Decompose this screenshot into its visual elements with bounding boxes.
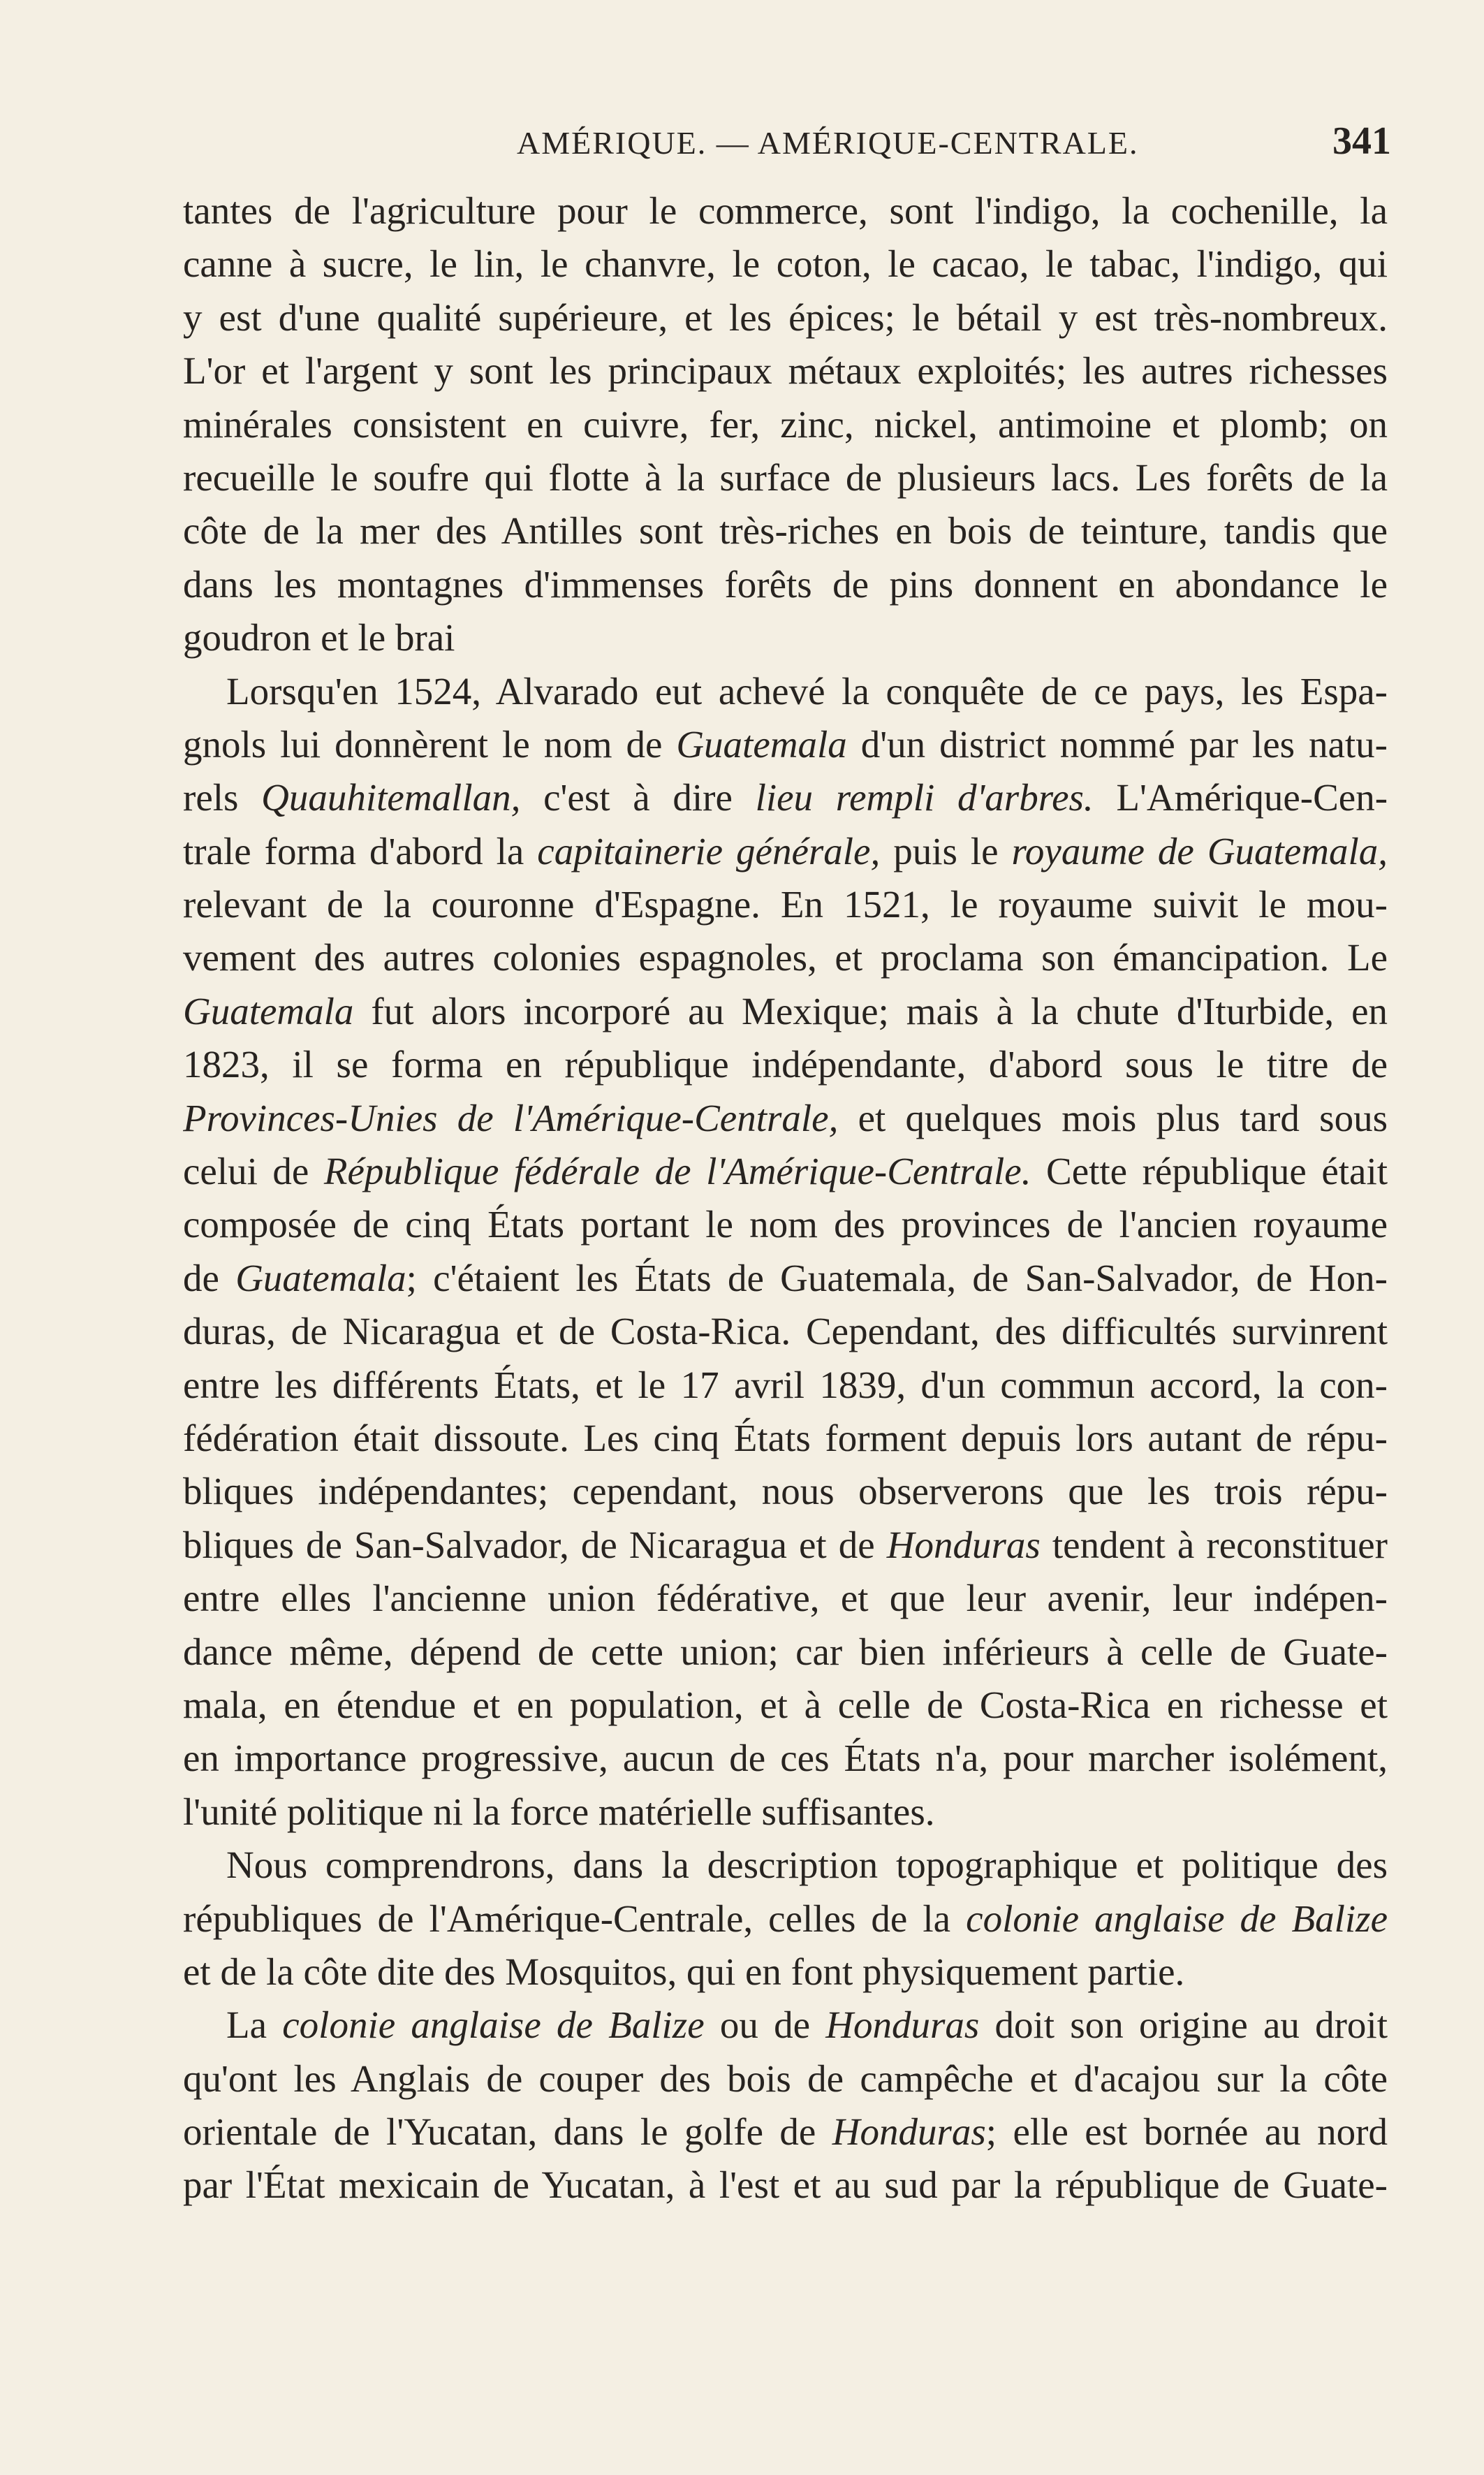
text-line: goudron et le brai [183, 616, 455, 659]
italic-phrase: Honduras [832, 2110, 986, 2154]
italic-phrase: République fédérale de l'Amérique-Centrale. [323, 1150, 1031, 1193]
text-line: tantes de l'agriculture pour le commerce, sont l'indigo, la cochenille, la [183, 189, 1388, 232]
text-line: républiques de l'Amérique-Centrale, celles de la colonie anglaise de Balize [183, 1897, 1388, 1940]
text-line: vement des autres colonies espagnoles, et proclama son émancipation. Le [183, 936, 1388, 979]
text-line: orientale de l'Yucatan, dans le golfe de Honduras; elle est bornée au nord [183, 2110, 1388, 2154]
text-line: rels Quauhitemallan, c'est à dire lieu rempli d'arbres. L'Amérique-Cen- [183, 776, 1388, 819]
italic-phrase: Guatemala [676, 722, 847, 766]
text-line: dans les montagnes d'immenses forêts de pins donnent en abondance le [183, 562, 1388, 606]
text-line: trale forma d'abord la capitainerie générale, puis le royaume de Guatemala, [183, 829, 1388, 873]
text-line: en importance progressive, aucun de ces États n'a, pour marcher isolément, [183, 1737, 1388, 1780]
text-line: Lorsqu'en 1524, Alvarado eut achevé la conquête de ce pays, les Espa- [226, 669, 1388, 713]
running-head: AMÉRIQUE. — AMÉRIQUE-CENTRALE. [517, 125, 1139, 161]
text-line: dance même, dépend de cette union; car bien inférieurs à celle de Guate- [183, 1630, 1388, 1673]
text-line: canne à sucre, le lin, le chanvre, le coton, le cacao, le tabac, l'indigo, qui [183, 242, 1388, 286]
italic-phrase: lieu rempli d'arbres. [755, 776, 1094, 819]
text-line: et de la côte dite des Mosquitos, qui en font physiquement partie. [183, 1950, 1185, 1993]
text-line: de Guatemala; c'étaient les États de Guatemala, de San-Salvador, de Hon- [183, 1256, 1388, 1299]
italic-phrase: colonie anglaise de Balize [966, 1897, 1388, 1940]
page-number: 341 [1332, 119, 1391, 163]
text-line: par l'État mexicain de Yucatan, à l'est et au sud par la république de Guate- [183, 2163, 1388, 2207]
text-line: côte de la mer des Antilles sont très-riches en bois de teinture, tandis que [183, 509, 1388, 553]
text-line: minérales consistent en cuivre, fer, zinc, nickel, antimoine et plomb; on [183, 402, 1388, 446]
text-line: entre les différents États, et le 17 avril 1839, d'un commun accord, la con- [183, 1363, 1388, 1406]
text-line: bliques de San-Salvador, de Nicaragua et de Honduras tendent à reconstituer [183, 1523, 1388, 1566]
text-line: entre elles l'ancienne union fédérative, et que leur avenir, leur indépen- [183, 1577, 1388, 1620]
italic-phrase: Provinces-Unies de l'Amérique-Centrale, [183, 1096, 839, 1139]
text-line: composée de cinq États portant le nom des provinces de l'ancien royaume [183, 1203, 1388, 1246]
text-line: y est d'une qualité supérieure, et les épices; le bétail y est très-nombreux. [183, 295, 1388, 339]
text-line: La colonie anglaise de Balize ou de Honduras doit son origine au droit [226, 2003, 1388, 2047]
italic-phrase: Guatemala [183, 989, 354, 1032]
italic-phrase: royaume de Guatemala, [1011, 829, 1388, 873]
text-line: L'or et l'argent y sont les principaux métaux exploités; les autres richesses [183, 349, 1388, 393]
text-line: celui de République fédérale de l'Amérique-Centrale. Cette république était [183, 1150, 1388, 1193]
text-line: l'unité politique ni la force matérielle suffisantes. [183, 1790, 935, 1833]
text-line: Guatemala fut alors incorporé au Mexique; mais à la chute d'Iturbide, en [183, 989, 1388, 1032]
text-line: bliques indépendantes; cependant, nous observerons que les trois répu- [183, 1470, 1388, 1513]
page-header [0, 119, 1484, 175]
text-line: Provinces-Unies de l'Amérique-Centrale, et quelques mois plus tard sous [183, 1096, 1388, 1139]
italic-phrase: colonie anglaise de Balize [282, 2003, 705, 2047]
text-line: relevant de la couronne d'Espagne. En 1521, le royaume suivit le mou- [183, 883, 1388, 926]
italic-phrase: Honduras [825, 2003, 980, 2047]
text-line: fédération était dissoute. Les cinq États forment depuis lors autant de répu- [183, 1416, 1388, 1459]
italic-phrase: Honduras [886, 1523, 1041, 1566]
text-line: gnols lui donnèrent le nom de Guatemala d'un district nommé par les natu- [183, 722, 1388, 766]
italic-phrase: capitainerie générale, [537, 829, 881, 873]
body-text [183, 184, 1388, 2212]
text-line: duras, de Nicaragua et de Costa-Rica. Cependant, des difficultés survinrent [183, 1310, 1388, 1353]
text-line: Nous comprendrons, dans la description topographique et politique des [226, 1844, 1388, 1887]
text-line: recueille le soufre qui flotte à la surface de plusieurs lacs. Les forêts de la [183, 455, 1388, 499]
text-line: 1823, il se forma en république indépendante, d'abord sous le titre de [183, 1043, 1388, 1086]
italic-phrase: Quauhitemallan, [261, 776, 521, 819]
italic-phrase: Guatemala [235, 1256, 406, 1299]
text-line: qu'ont les Anglais de couper des bois de campêche et d'acajou sur la côte [183, 2057, 1388, 2100]
text-line: mala, en étendue et en population, et à celle de Costa-Rica en richesse et [183, 1683, 1388, 1726]
